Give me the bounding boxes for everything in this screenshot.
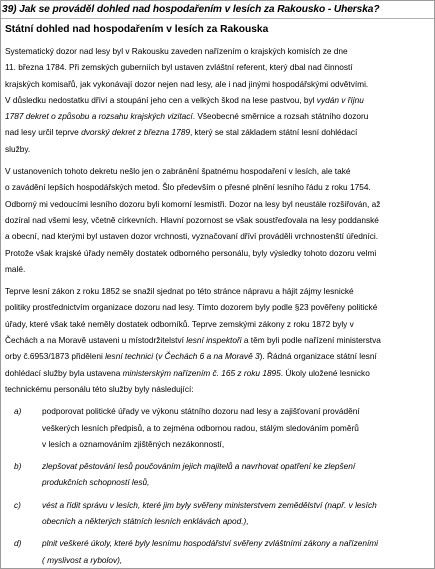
list-item-line: obecních a některých státních lesních enklávách apod.), [42, 516, 249, 527]
text-run: malé. [5, 263, 26, 274]
list-marker: a) [14, 406, 22, 417]
list-item [5, 403, 433, 452]
text-line [5, 43, 433, 59]
list-marker: b) [14, 461, 22, 472]
text-run: Protože však krajské úřady neměly dostatek odborného personálu, byly výsledky tohoto dozoru velmi [5, 247, 377, 258]
text-line [5, 299, 433, 315]
text-run: ). Řádná organizace státní lesní [259, 351, 377, 362]
list-item-line: zlepšovat pěstování lesů poučováním jejich majitelů a navrhovat opatření ke zlepšení [42, 461, 356, 472]
text-run: Systematický dozor nad lesy byl v Rakousku zaveden nařízením o krajských komisích ze dne [5, 46, 348, 56]
text-run: 11. března 1784. Při zemských guberniích byl ustaven zvláštní referent, který dbal nad činností [5, 62, 353, 73]
text-line [5, 59, 433, 75]
text-run: V ustanoveních tohoto dekretu nešlo jen o zabránění špatnému hospodaření v lesích, ale také [5, 166, 351, 177]
text-run: o zavádění lepších hospodářských metod. Šlo především o přesné plnění lesního řádu z roku 1754. [5, 182, 371, 193]
list-item-line: v lesích a oznamováním zjištěných nezákonností, [42, 438, 225, 449]
paragraph [5, 43, 433, 157]
text-run: dohlédací služby byla ustavena [5, 367, 123, 378]
text-run: technickému personálu této služby byly následující: [5, 383, 194, 394]
text-line [5, 365, 433, 381]
text-run: úřady, které však také neměly dostatek odborníků. Teprve zemskými zákony z roku 1872 byly v [5, 318, 354, 329]
text-line [5, 179, 433, 195]
text-run: krajských komisařů, jak vykonávají dozor nejen nad lesy, ale i nad jinými hospodářskými odvětvími. [5, 78, 369, 89]
emphasis-text: ministerským nařízením č. 165 z roku 1895 [122, 367, 281, 378]
list-item-line: ( myslivost a rybolov), [42, 554, 123, 565]
emphasis-text: vydán v říjnu [316, 94, 364, 105]
text-run: a obecní, nad kterými byl ustaven dozor vrchnosti, vyznačovaní dříví prováděli vrchnostenští úředníci. [5, 231, 379, 242]
text-run: služby. [5, 143, 31, 154]
list-item [5, 535, 433, 568]
text-run: politiky prostřednictvím organizace dozoru nad lesy. Tímto dozorem byly podle §23 pověřeny politické [5, 302, 378, 313]
list-item-line: podporovat politické úřady ve výkonu státního dozoru nad lesy a zajišťovaní provádění [42, 406, 360, 417]
list-marker: d) [14, 538, 22, 549]
text-run: , který se stal základem státní lesní dohlédací [189, 127, 358, 138]
text-run: V důsledku nedostatku dříví a stoupání jeho cen a velkých škod na lese pastvou, byl [5, 94, 317, 105]
duties-list [5, 403, 433, 568]
question-title: 39) Jak se prováděl dohled nad hospodařením v lesích za Rakousko - Uherska? [2, 4, 380, 15]
list-marker: c) [14, 499, 21, 510]
text-run: ( [153, 351, 159, 362]
emphasis-text: lesní inspektoři [186, 335, 242, 346]
text-line [5, 381, 433, 397]
text-line [5, 108, 433, 124]
list-item [5, 497, 433, 530]
text-line [5, 316, 433, 332]
document-body [5, 43, 433, 569]
text-run: orby č.6953/1873 přiděleni [5, 351, 106, 362]
text-run: Teprve lesní zákon z roku 1852 se snažil sjednat po této stránce nápravu a hájit zájmy lesnické [5, 286, 354, 297]
text-run: Odborný mi vedoucími lesního dozoru byli komorní lesmistři. Dozor na lesy byl neustále rozšiřován, až [5, 198, 381, 209]
text-run: dozíral nad všemi lesy, včetně církevních. Hlavní pozornost se však soustřeďovala na lesy poddanské [5, 214, 379, 225]
list-item-line: produkčních schopností lesů, [42, 477, 150, 488]
emphasis-text: lesní technici [105, 351, 154, 362]
text-line [5, 92, 433, 108]
text-line [5, 212, 433, 228]
paragraph [5, 163, 433, 277]
emphasis-text: dvorský dekret z března 1789 [81, 127, 190, 138]
text-run: . Úkoly uložené lesnicko [280, 367, 370, 378]
text-line [5, 348, 433, 364]
title-separator [1, 18, 434, 19]
section-heading: Státní dohled nad hospodařením v lesích za Rakouska [5, 24, 269, 35]
emphasis-text: 1787 dekret o způsobu a rozsahu krajských vizitací [5, 111, 193, 122]
text-run: . Všeobecné směrnice a rozsah státního dozoru [192, 111, 369, 122]
paragraph [5, 283, 433, 397]
text-line [5, 163, 433, 179]
paragraphs [5, 43, 433, 397]
text-run: nad lesy určil teprve [5, 127, 82, 138]
list-item-line: plnit veškeré úkoly, které byly lesnímu hospodářství svěřeny zvláštními zákony a nařízeními [42, 538, 379, 549]
text-line [5, 124, 433, 140]
text-line [5, 76, 433, 92]
text-line [5, 261, 433, 277]
text-line [5, 245, 433, 261]
text-line [5, 141, 433, 157]
text-run: Čechách a na Moravě ustaveni u místodržitelství [5, 335, 187, 346]
list-item-line: vést a řídit správu v lesích, které jim byly svěřeny ministerstvem zemědělství (např. v lesích [42, 499, 377, 510]
list-item-line: veškerých lesních předpisů, a to zejména odbornou radou, stálým sledováním poměrů [42, 422, 359, 433]
text-line [5, 283, 433, 299]
text-line [5, 332, 433, 348]
text-run: a těm byli podle nařízení ministerstva [241, 335, 381, 346]
emphasis-text: v Čechách 6 a na Moravě 3 [158, 351, 260, 362]
text-line [5, 196, 433, 212]
list-item [5, 458, 433, 491]
text-line [5, 228, 433, 244]
